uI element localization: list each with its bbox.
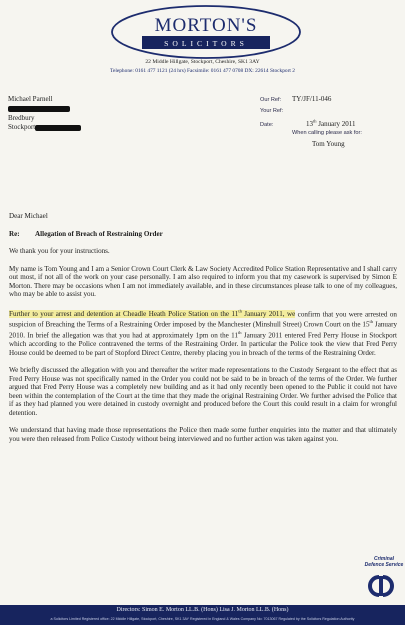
redacted-postcode: [35, 125, 81, 131]
footer-registration: a Solicitors Limited Registered office: 22 Middle Hillgate, Stockport, Cheshire, SK1 3AY Registered in England & Wales Company No: 7013067 Regulated by the Solicitors Regulation Authority: [50, 617, 355, 621]
paragraph-representations: We briefly discussed the allegation with you and thereafter the writer made representations to the Custody Sergeant to the effect that as Fred Perry House was not specifically named in the Order you could not be said to be in breach of the terms of the Order. We further argued that Fred Perry House was a completely new building and as it had only recently been opened to the Public it could not have been within the contemplation of the Court at the time that they made the original Restraining Order. We further advised the Police that if as they had planned you were detained in custody overnight and produced before the Court this could result in a claim for wrongful detention.: [9, 366, 397, 417]
redacted-address: [8, 106, 70, 112]
paragraph-thanks: We thank you for your instructions.: [9, 247, 110, 255]
date-value: [292, 120, 356, 128]
recipient-town: Bredbury: [8, 113, 35, 122]
reference-block: [260, 95, 362, 148]
p3-sup-d: th: [238, 330, 242, 336]
p3-part-b: January 2011, we: [241, 309, 296, 318]
date-day: 13: [306, 120, 313, 129]
paragraph-arrest: [9, 308, 397, 358]
p3-part-a: Further to your arrest and detention at Cheadle Heath Police Station on the 11: [9, 309, 239, 318]
letterhead-telephone: Telephone: 0161 477 1121 (24 hrs) Facsimile: 0161 477 0708 DX: 22614 Stockport 2: [110, 68, 295, 74]
calling-label: When calling please ask for:: [292, 130, 362, 137]
contact-name: Tom Young: [312, 140, 345, 149]
footer-directors: Directors: Simon E. Morton LL.B. (Hons) Lisa J. Morton LL.B. (Hons): [116, 607, 289, 613]
criminal-defence-service-icon: [363, 573, 399, 599]
subject-line: [9, 230, 397, 239]
cds-line-2: Defence Service: [364, 562, 404, 568]
date-suffix: th: [313, 119, 317, 124]
cds-badge-text: [364, 556, 404, 568]
re-subject: Allegation of Breach of Restraining Order: [35, 229, 163, 238]
paragraph-introduction: My name is Tom Young and I am a Senior Crown Court Clerk & Law Society Accredited Police Station Representative and I shall carry out most, if not all of the work on your case personally. I am also required to inform you that my casework is supervised by Simon E Morton. There may be occasions when I am not immediately available, and in these circumstances please talk to one of my colleagues, who may be able to assist you.: [9, 264, 397, 298]
your-ref-label: Your Ref:: [260, 108, 284, 114]
svg-text:SOLICITORS: SOLICITORS: [164, 39, 248, 48]
p3-part-c: confirm that you were arrested on suspicion of Breaching the Terms of a Restraining Order imposed by the Manchester (Minshull Street) Crown Court on the 15: [9, 309, 397, 329]
p3-part-e: January 2011 entered Fred Perry House in Stockport which according to the Police contravened the terms of the Restraining Order. In particular the Police took the view that Fred Perry House could be deemed to be part of Stopford Direct Centre, thereby placing you in breach of the terms of the Restraining Order.: [9, 331, 397, 357]
svg-text:MORTON'S: MORTON'S: [154, 15, 258, 36]
salutation: Dear Michael: [9, 212, 48, 220]
re-label: Re:: [9, 229, 20, 238]
letter-body: [9, 212, 397, 452]
cds-line-1: Criminal: [373, 556, 394, 562]
recipient-block: [8, 95, 81, 133]
footer-bar: [0, 605, 405, 625]
p3-part-d: January 2010. In brief the allegation was that you had at approximately 1pm on the 11: [9, 320, 397, 340]
letterhead-address: 22 Middle Hillgate, Stockport, Cheshire, SK1 3AY: [145, 59, 260, 65]
our-ref-value: TY/JF/11-046: [292, 95, 332, 103]
our-ref-label: Our Ref:: [260, 97, 282, 103]
highlighted-text: [9, 310, 295, 318]
recipient-name: Michael Parnell: [8, 95, 53, 103]
recipient-city: Stockport: [8, 123, 36, 132]
p3-sup-a: th: [238, 308, 242, 314]
p3-sup-c: th: [369, 319, 374, 325]
mortons-logo: [108, 3, 304, 61]
paragraph-outcome: We understand that having made those representations the Police then made some further enquiries into the matter and that ultimately you were then released from Police Custody without being interviewed and no further action was taken against you.: [9, 426, 397, 443]
date-label: Date:: [260, 122, 274, 129]
date-rest: January 2011: [316, 120, 356, 129]
